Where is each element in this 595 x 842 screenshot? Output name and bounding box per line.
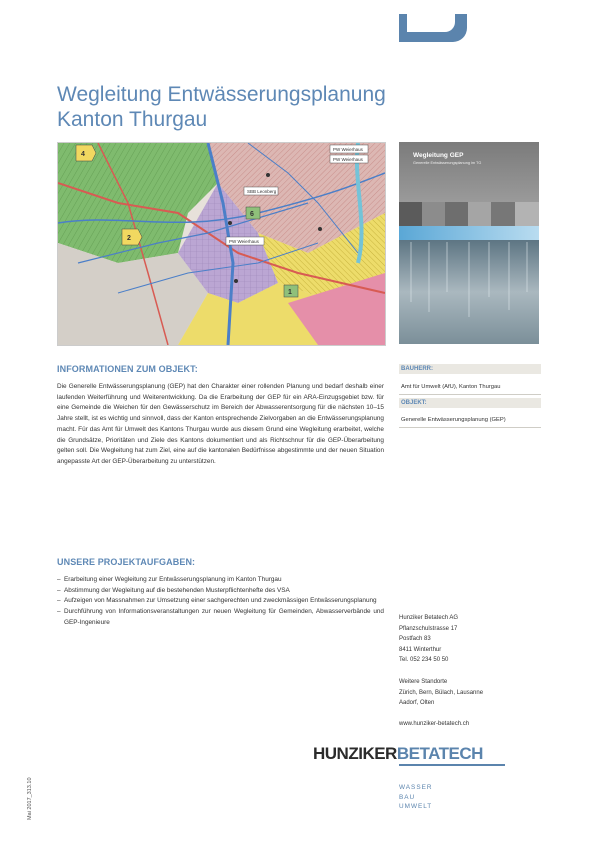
drainage-map-image bbox=[57, 142, 386, 346]
info-paragraph: Die Generelle Entwässerungsplanung (GEP) hat den Charakter einer rollenden Planung und bedarf deshalb einer laufenden Weiterführung und Weiterentwicklung. Da die Erarbeitung der GEP für ein ARA-Einzugsgebiet bzw. für eine Gemeinde die Weichen für den Gewässerschutz im Bereich der Abwasserentsorgung für die nächsten 10–15 Jahre stellt, ist es wichtig und sinnvoll, dass der Kanton entsprechende Zielvorgaben an die Entwässerungsplanung macht. Für das Amt für Umwelt des Kantons Thurgau wurde aus diesem Grund eine Wegleitung erarbeitet, welche die Grundsätze, Prioritäten und Ziele des Kantons dokumentiert und als Richtschnur für die GEP-Überarbeitung gelten soll. Die Wegleitung hat zum Ziel, eine auf die kantonalen Bedürfnisse abgestimmte und der neuen Situation angepasste Art der GEP-Überarbeitung zu unterstützen. bbox=[57, 383, 384, 465]
document-date-code: Mai 2017_313.10 bbox=[27, 777, 33, 820]
cover-title: Wegleitung GEP bbox=[413, 152, 464, 159]
tag-umwelt: UMWELT bbox=[399, 803, 433, 810]
logo-betatech: BETATECH bbox=[396, 744, 483, 763]
map-zone-4: 4 bbox=[81, 151, 85, 158]
bauherr-label: BAUHERR: bbox=[399, 364, 541, 374]
tag-wasser: WASSER bbox=[399, 784, 433, 791]
tasks-list bbox=[57, 575, 384, 629]
locations-label: Weitere Standorte bbox=[399, 679, 448, 685]
task-item: – Aufzeigen von Massnahmen zur Umsetzung einer sachgerechten und zweckmässigen Entwässerungsplanung bbox=[57, 596, 384, 607]
website-link[interactable]: www.hunziker-betatech.ch bbox=[399, 721, 470, 727]
tasks-heading: UNSERE PROJEKTAUFGABEN: bbox=[57, 557, 196, 567]
city: 8411 Winterthur bbox=[399, 646, 442, 653]
logo-underline bbox=[399, 764, 505, 766]
map-label-3: SBB Leonberg bbox=[247, 189, 277, 194]
postbox: Postfach 83 bbox=[399, 636, 431, 642]
company-logo bbox=[313, 744, 483, 764]
bauherr-value: Amt für Umwelt (AfU), Kanton Thurgau bbox=[399, 380, 541, 395]
task-item: – Erarbeitung einer Wegleitung zur Entwässerungsplanung im Kanton Thurgau bbox=[57, 575, 384, 586]
contact-address bbox=[399, 613, 458, 666]
logo-tagline bbox=[399, 783, 432, 812]
task-item: – Abstimmung der Wegleitung auf die bestehenden Musterpflichtenhefte des VSA bbox=[57, 586, 384, 597]
phone: Tel. 052 234 50 50 bbox=[399, 657, 449, 663]
page-title bbox=[57, 82, 386, 132]
cover-subtitle: Generelle Entwässerungsplanung im TG bbox=[413, 161, 482, 165]
company-name: Hunziker Betatech AG bbox=[399, 615, 459, 621]
map-zone-6: 6 bbox=[250, 211, 254, 218]
street: Pflanzschulstrasse 17 bbox=[399, 625, 458, 632]
map-label-4: PW Weierhaus bbox=[229, 239, 259, 244]
map-zone-2: 2 bbox=[127, 235, 131, 242]
map-zone-1: 1 bbox=[288, 289, 292, 296]
tag-bau: BAU bbox=[399, 793, 416, 801]
title-line-2: Kanton Thurgau bbox=[57, 108, 208, 131]
task-item: – Durchführung von Informationsveranstaltungen zur neuen Wegleitung für Gemeinden, Abwasserverbände und GEP-Ingenieure bbox=[57, 607, 384, 628]
title-line-1: Wegleitung Entwässerungsplanung bbox=[57, 83, 386, 106]
objekt-label: OBJEKT: bbox=[399, 398, 541, 408]
brochure-cover-image bbox=[399, 142, 539, 344]
map-label-2: PW Weierhaus bbox=[333, 157, 363, 162]
locations-line-2: Aadorf, Olten bbox=[399, 700, 435, 706]
info-heading: INFORMATIONEN ZUM OBJEKT: bbox=[57, 364, 198, 374]
logo-hunziker: HUNZIKER bbox=[313, 744, 397, 763]
objekt-value: Generelle Entwässerungsplanung (GEP) bbox=[399, 413, 541, 428]
contact-locations bbox=[399, 677, 483, 709]
locations-line-1: Zürich, Bern, Bülach, Lausanne bbox=[399, 689, 484, 696]
map-label-1: PW Weierhaus bbox=[333, 147, 363, 152]
corner-brand-mark bbox=[399, 14, 467, 42]
